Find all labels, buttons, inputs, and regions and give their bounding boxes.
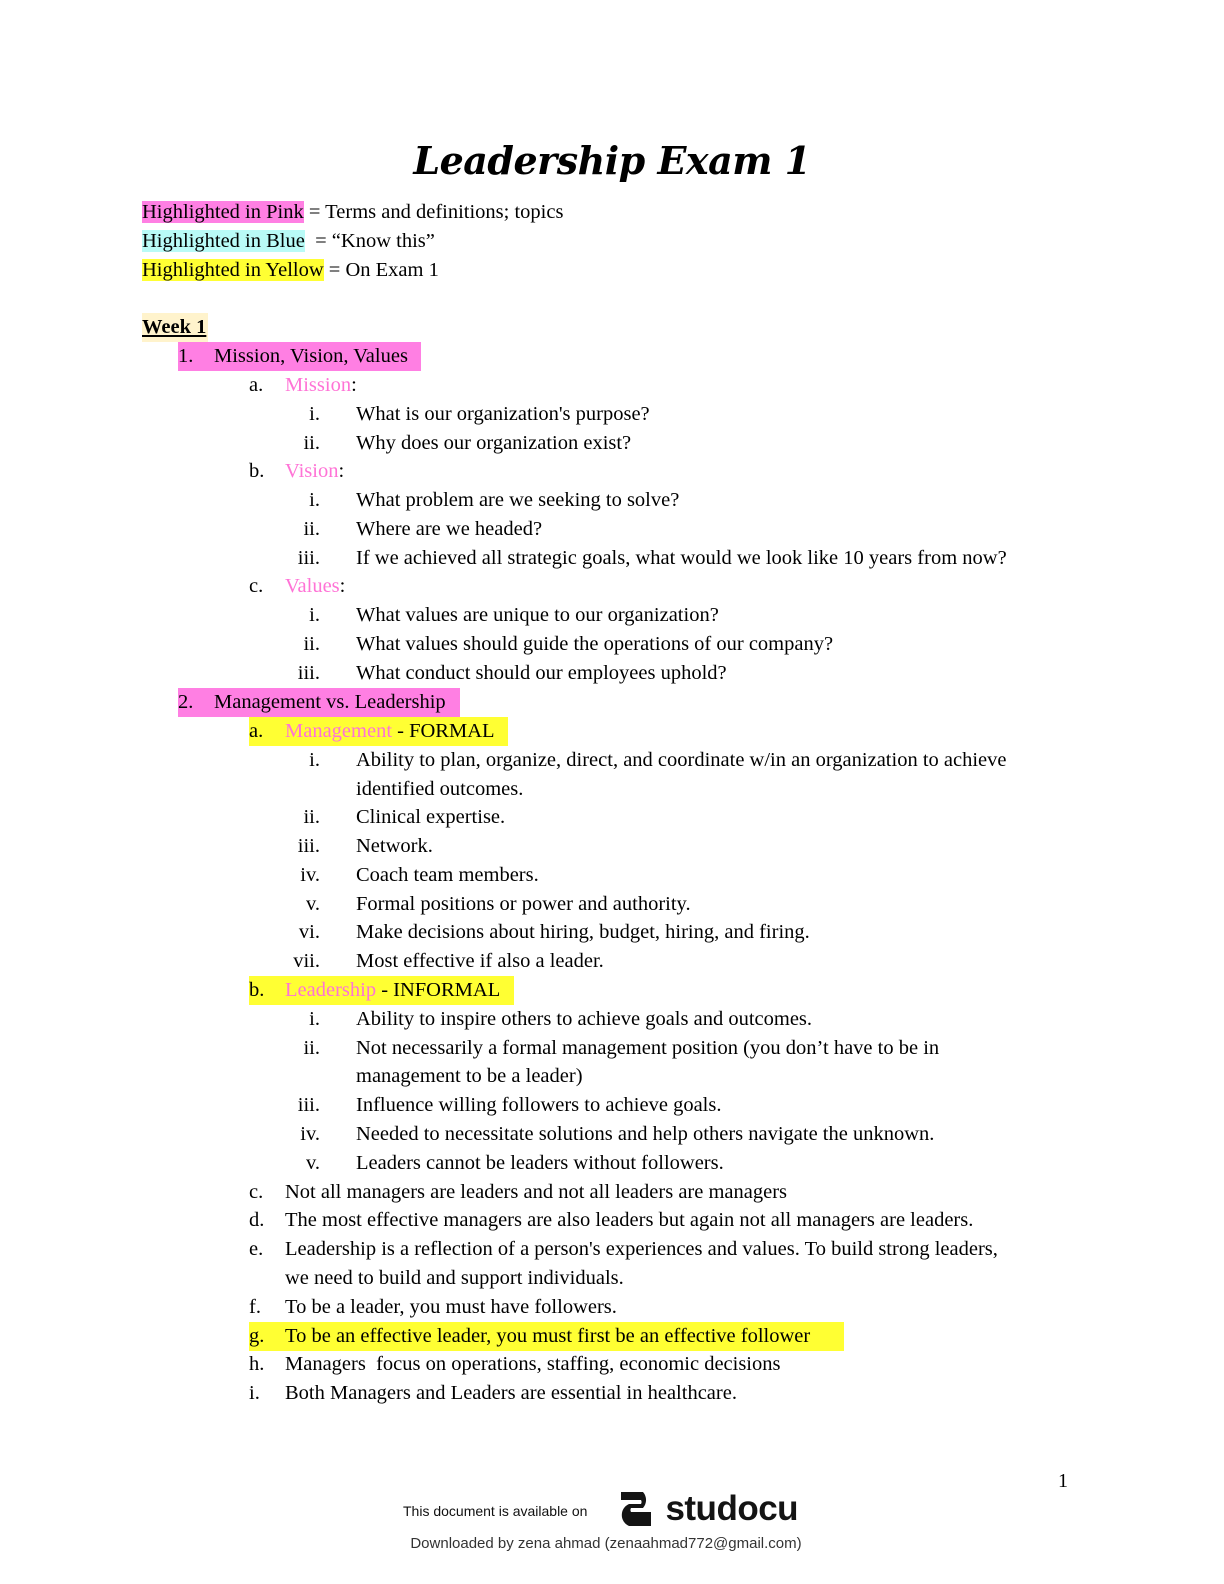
leadership-term: Leadership (285, 979, 377, 1001)
week-heading: Week 1 (142, 313, 208, 342)
section-1-title: Mission, Vision, Values (214, 345, 408, 367)
values-marker: c. (249, 575, 264, 597)
vision-term: Vision (285, 460, 339, 482)
leadership-marker: b. (249, 979, 265, 1001)
legend-pink-meaning: = Terms and definitions; topics (303, 201, 564, 223)
legend-yellow (142, 256, 439, 285)
leadership-heading (249, 976, 514, 1005)
legend-blue-highlight: Highlighted in Blue (142, 230, 305, 252)
page-number: 1 (1058, 1470, 1068, 1492)
values-suffix: : (339, 575, 346, 597)
document-title: Leadership Exam 1 (413, 138, 811, 183)
downloaded-by-text: Downloaded by zena ahmad (zenaahmad772@gmail.com) (410, 1535, 802, 1552)
footer-available-text: This document is available on (403, 1503, 588, 1519)
legend-pink (142, 198, 563, 227)
studocu-banner[interactable] (403, 1484, 798, 1534)
legend-pink-highlight: Highlighted in Pink (142, 201, 304, 223)
management-heading (249, 717, 508, 746)
legend-blue-meaning: = “Know this” (304, 230, 435, 252)
legend-blue (142, 227, 435, 256)
values-term: Values (285, 575, 340, 597)
management-marker: a. (249, 720, 264, 742)
vision-suffix: : (338, 460, 345, 482)
section-1-number: 1. (178, 345, 194, 367)
legend-yellow-meaning: = On Exam 1 (323, 259, 439, 281)
mission-marker: a. (249, 374, 264, 396)
management-suffix: - FORMAL (392, 720, 495, 742)
studocu-logo-icon (613, 1486, 659, 1532)
mission-suffix: : (351, 374, 357, 396)
vision-marker: b. (249, 460, 265, 482)
section-2-heading (178, 688, 460, 717)
legend-yellow-highlight: Highlighted in Yellow (142, 259, 324, 281)
mission-term: Mission (285, 374, 352, 396)
section-2-title: Management vs. Leadership (214, 691, 446, 713)
section-1-heading (178, 342, 421, 371)
section-2-number: 2. (178, 691, 194, 713)
point-g: g. To be an effective leader, you must first be an effective follower (249, 1322, 844, 1351)
studocu-brand: studocu (665, 1489, 799, 1528)
management-term: Management (285, 720, 393, 742)
leadership-suffix: - INFORMAL (376, 979, 501, 1001)
